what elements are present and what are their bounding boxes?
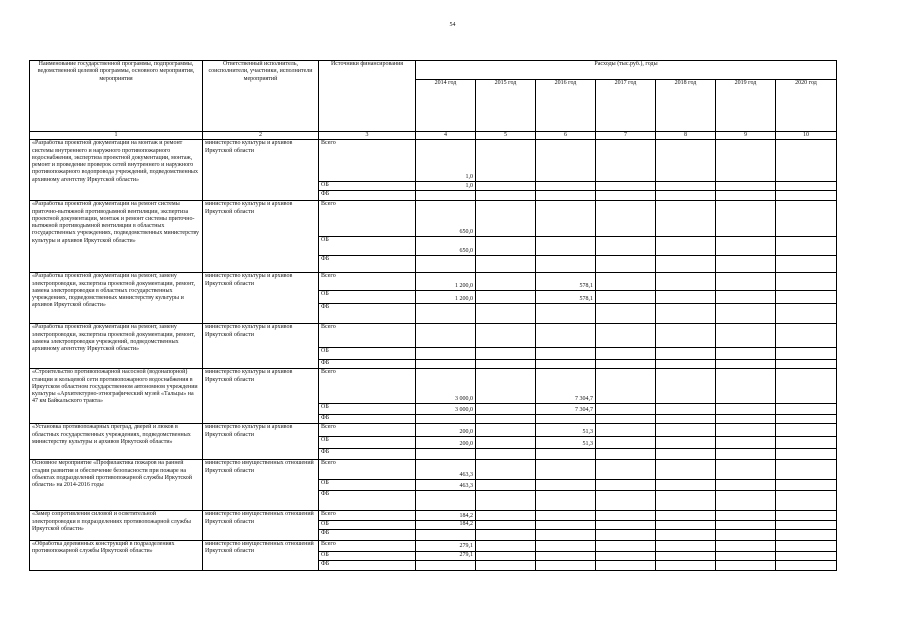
amount-cell: 200,0 [416,437,476,449]
column-number: 4 [416,132,476,140]
amount-cell [416,415,476,424]
amount-cell [536,360,596,369]
amount-cell [656,521,716,529]
amount-cell [656,424,716,437]
funding-source-cell: ОБ [319,348,416,360]
header-year: 2014 год [416,80,476,132]
funding-source-cell: ОБ [319,182,416,191]
amount-cell [716,449,776,460]
table-row [30,424,837,437]
amount-cell [596,237,656,256]
measure-name-cell: Основное мероприятие «Профилактика пожаров на ранней стадии развития и обеспечение безопасности при пожаре на объектах подразделений противопожарной службы Иркутской области» на 2014-2016 годы [30,460,203,511]
amount-cell [416,491,476,511]
executor-cell: министерство культуры и архивов Иркутской области [203,369,319,424]
amount-cell: 51,3 [536,437,596,449]
amount-cell [596,424,656,437]
amount-cell [416,256,476,273]
amount-cell [536,182,596,191]
funding-source-cell: ФБ [319,360,416,369]
amount-cell: 200,0 [416,424,476,437]
amount-cell: 578,1 [536,273,596,291]
amount-cell [776,291,837,304]
column-number: 6 [536,132,596,140]
funding-source-cell: ФБ [319,191,416,201]
amount-cell [476,449,536,460]
amount-cell [716,560,776,570]
amount-cell [776,182,837,191]
amount-cell [536,348,596,360]
amount-cell [656,324,716,348]
amount-cell [656,551,716,560]
amount-cell [536,551,596,560]
amount-cell [596,449,656,460]
header-year: 2015 год [476,80,536,132]
amount-cell [776,449,837,460]
column-number: 3 [319,132,416,140]
amount-cell: 1,0 [416,140,476,182]
amount-cell [596,256,656,273]
amount-cell [776,256,837,273]
amount-cell [596,460,656,480]
amount-cell [416,529,476,540]
amount-cell [536,529,596,540]
amount-cell [656,291,716,304]
funding-source-cell: Всего [319,273,416,291]
amount-cell [716,521,776,529]
funding-source-cell: Всего [319,369,416,404]
funding-source-cell: Всего [319,424,416,437]
column-number: 5 [476,132,536,140]
executor-cell: министерство культуры и архивов Иркутской области [203,424,319,460]
amount-cell [776,511,837,521]
amount-cell [596,521,656,529]
amount-cell [596,560,656,570]
amount-cell [716,460,776,480]
amount-cell [656,491,716,511]
amount-cell [596,348,656,360]
amount-cell [596,437,656,449]
amount-cell: 650,0 [416,237,476,256]
amount-cell [716,304,776,324]
funding-source-cell: ОБ [319,404,416,415]
amount-cell [716,404,776,415]
amount-cell [776,201,837,237]
amount-cell [656,182,716,191]
amount-cell: 3 000,0 [416,369,476,404]
amount-cell [476,540,536,551]
amount-cell [656,404,716,415]
amount-cell [476,491,536,511]
amount-cell [536,480,596,491]
amount-cell [716,369,776,404]
measure-name-cell: «Строительство противопожарной насосной (водонапорной) станции и кольцевой сети противопожарного водоснабжения в Иркутском областном государственном автономном учреждении культуры «Архитектурно-этнографический музей «Тальцы» на 47 км Байкальского тракта» [30,369,203,424]
funding-source-cell: ОБ [319,237,416,256]
amount-cell [536,415,596,424]
amount-cell: 7 304,7 [536,404,596,415]
amount-cell [476,437,536,449]
funding-source-cell: Всего [319,540,416,551]
header-year: 2016 год [536,80,596,132]
amount-cell [716,491,776,511]
amount-cell [476,304,536,324]
amount-cell [476,511,536,521]
funding-source-cell: Всего [319,324,416,348]
table-row [30,201,837,237]
funding-source-cell: ФБ [319,529,416,540]
amount-cell [776,191,837,201]
amount-cell [776,529,837,540]
amount-cell [656,529,716,540]
table-row [30,369,837,404]
header-year: 2017 год [596,80,656,132]
amount-cell [596,529,656,540]
amount-cell [776,415,837,424]
executor-cell: министерство культуры и архивов Иркутской области [203,140,319,201]
amount-cell [776,480,837,491]
funding-source-cell: ОБ [319,291,416,304]
amount-cell [716,424,776,437]
amount-cell [416,360,476,369]
amount-cell [656,237,716,256]
amount-cell [656,360,716,369]
amount-cell [776,460,837,480]
funding-source-cell: ОБ [319,551,416,560]
amount-cell [716,201,776,237]
executor-cell: министерство культуры и архивов Иркутской области [203,324,319,369]
funding-source-cell: Всего [319,460,416,480]
amount-cell [656,540,716,551]
amount-cell [536,191,596,201]
funding-source-cell: ОБ [319,521,416,529]
amount-cell [596,360,656,369]
column-number: 9 [716,132,776,140]
amount-cell [716,256,776,273]
executor-cell: министерство культуры и архивов Иркутской области [203,273,319,324]
amount-cell [776,360,837,369]
amount-cell [716,140,776,182]
amount-cell [716,415,776,424]
budget-table [29,60,837,571]
amount-cell [596,182,656,191]
amount-cell [596,369,656,404]
amount-cell [476,551,536,560]
amount-cell [656,304,716,324]
amount-cell [716,291,776,304]
amount-cell: 463,3 [416,480,476,491]
amount-cell [536,491,596,511]
amount-cell [416,304,476,324]
amount-cell [476,369,536,404]
amount-cell [776,491,837,511]
measure-name-cell: «Установка противопожарных преград, дверей и люков в областных государственных учреждениях, подведомственных министерству культуры и архивов Иркутской области» [30,424,203,460]
amount-cell [656,256,716,273]
column-number: 1 [30,132,203,140]
amount-cell [716,480,776,491]
amount-cell [596,480,656,491]
amount-cell [536,304,596,324]
funding-source-cell: ФБ [319,256,416,273]
amount-cell [776,140,837,182]
header-name: Наименование государственной программы, подпрограммы, ведомственной целевой программы, основного мероприятия, мероприятия [30,61,203,132]
amount-cell [536,324,596,348]
amount-cell [596,273,656,291]
amount-cell: 578,1 [536,291,596,304]
amount-cell [476,521,536,529]
amount-cell [476,324,536,348]
amount-cell [476,273,536,291]
amount-cell [476,424,536,437]
funding-source-cell: Всего [319,140,416,182]
header-year: 2020 год [776,80,837,132]
amount-cell [536,237,596,256]
amount-cell [716,437,776,449]
amount-cell [596,491,656,511]
funding-source-cell: ОБ [319,480,416,491]
funding-source-cell: Всего [319,201,416,237]
amount-cell [776,324,837,348]
amount-cell [656,560,716,570]
amount-cell [476,460,536,480]
amount-cell [476,348,536,360]
header-year: 2019 год [716,80,776,132]
amount-cell [776,369,837,404]
amount-cell [476,480,536,491]
amount-cell [776,348,837,360]
funding-source-cell: ФБ [319,491,416,511]
amount-cell [656,437,716,449]
funding-source-cell: Всего [319,511,416,521]
funding-source-cell: ФБ [319,560,416,570]
amount-cell [656,369,716,404]
amount-cell: 1 200,0 [416,273,476,291]
column-number: 7 [596,132,656,140]
funding-source-cell: ОБ [319,437,416,449]
measure-name-cell: «Разработка проектной документации на ремонт, замену электропроводки, экспертиза проектной документации, ремонт, замена электропроводки учреждений, подведомственных архивному агентству Иркутской области» [30,324,203,369]
amount-cell [536,521,596,529]
amount-cell [656,191,716,201]
amount-cell [776,404,837,415]
funding-source-cell: ФБ [319,449,416,460]
table-row [30,273,837,291]
amount-cell [596,304,656,324]
amount-cell [716,324,776,348]
amount-cell [776,437,837,449]
amount-cell [476,560,536,570]
amount-cell [716,182,776,191]
amount-cell: 650,0 [416,201,476,237]
amount-cell [716,191,776,201]
amount-cell: 279,1 [416,540,476,551]
amount-cell: 279,1 [416,551,476,560]
amount-cell [716,348,776,360]
amount-cell [716,273,776,291]
amount-cell [656,348,716,360]
measure-name-cell: «Разработка проектной документации на ремонт системы приточно-вытяжной противодымной вентиляции, экспертиза проектной документации, монтаж и ремонт системы приточно-вытяжной противодымной вентиляции в областных государственных учреждениях, подведомственных министерству культуры и архивов Иркутской области» [30,201,203,273]
table-row [30,540,837,551]
executor-cell: министерство имущественных отношений Иркутской области [203,460,319,511]
amount-cell: 7 304,7 [536,369,596,404]
amount-cell [656,273,716,291]
amount-cell: 184,2 [416,511,476,521]
amount-cell [776,304,837,324]
amount-cell [416,348,476,360]
amount-cell [476,182,536,191]
amount-cell [476,529,536,540]
amount-cell [716,511,776,521]
amount-cell: 1 200,0 [416,291,476,304]
amount-cell [536,140,596,182]
table-row [30,324,837,348]
amount-cell [536,511,596,521]
executor-cell: министерство имущественных отношений Иркутской области [203,540,319,570]
amount-cell [716,360,776,369]
header-executor: Ответственный исполнитель, соисполнители, участники, исполнители мероприятий [203,61,319,132]
amount-cell [476,360,536,369]
amount-cell: 1,0 [416,182,476,191]
amount-cell [776,521,837,529]
amount-cell: 184,2 [416,521,476,529]
amount-cell [476,191,536,201]
amount-cell [476,237,536,256]
amount-cell: 3 000,0 [416,404,476,415]
executor-cell: министерство культуры и архивов Иркутской области [203,201,319,273]
amount-cell [476,415,536,424]
measure-name-cell: «Разработка проектной документации на монтаж и ремонт системы внутреннего и наружного противопожарного водоснабжения, экспертиза проектной документации, монтаж, ремонт и проведение проверок сетей внутреннего и наружного противопожарного водопровода учреждений, подведомственных архивному агентству Иркутской области» [30,140,203,201]
header-year: 2018 год [656,80,716,132]
measure-name-cell: «Разработка проектной документации на ремонт, замену электропроводки, экспертиза проектной документации, ремонт, замена электропроводки в областных государственных учреждениях, подведомственных министерству культуры и архивов Иркутской области» [30,273,203,324]
column-number: 2 [203,132,319,140]
column-number: 10 [776,132,837,140]
amount-cell [596,291,656,304]
amount-cell [716,551,776,560]
amount-cell: 463,3 [416,460,476,480]
table-row [30,511,837,521]
amount-cell [656,449,716,460]
amount-cell [416,449,476,460]
header-source: Источники финансирования [319,61,416,132]
amount-cell [536,460,596,480]
page-number: 54 [449,22,456,28]
amount-cell: 51,3 [536,424,596,437]
amount-cell [656,201,716,237]
amount-cell [416,191,476,201]
table-body [30,140,837,570]
amount-cell [656,415,716,424]
amount-cell [596,551,656,560]
amount-cell [536,256,596,273]
amount-cell [596,415,656,424]
executor-cell: министерство имущественных отношений Иркутской области [203,511,319,540]
amount-cell [776,551,837,560]
amount-cell [596,511,656,521]
amount-cell [596,201,656,237]
amount-cell [776,540,837,551]
amount-cell [536,560,596,570]
amount-cell [476,291,536,304]
amount-cell [536,201,596,237]
amount-cell [776,273,837,291]
amount-cell [596,404,656,415]
amount-cell [776,237,837,256]
amount-cell [776,560,837,570]
amount-cell [656,480,716,491]
amount-cell [596,191,656,201]
amount-cell [476,256,536,273]
amount-cell [776,424,837,437]
amount-cell [416,324,476,348]
amount-cell [596,324,656,348]
amount-cell [536,449,596,460]
amount-cell [716,529,776,540]
amount-cell [536,540,596,551]
amount-cell [596,140,656,182]
amount-cell [656,140,716,182]
measure-name-cell: «Обработка деревянных конструкций в подразделениях противопожарной службы Иркутской области» [30,540,203,570]
table-row [30,140,837,182]
header-expenses: Расходы (тыс.руб.), годы [416,61,837,80]
amount-cell [596,540,656,551]
amount-cell [476,404,536,415]
amount-cell [656,511,716,521]
column-number: 8 [656,132,716,140]
amount-cell [716,237,776,256]
amount-cell [476,201,536,237]
amount-cell [476,140,536,182]
table-row [30,460,837,480]
funding-source-cell: ФБ [319,304,416,324]
amount-cell [656,460,716,480]
amount-cell [416,560,476,570]
measure-name-cell: «Замер сопротивления силовой и осветительной электропроводки в подразделениях противопожарной службы Иркутской области» [30,511,203,540]
funding-source-cell: ФБ [319,415,416,424]
amount-cell [716,540,776,551]
